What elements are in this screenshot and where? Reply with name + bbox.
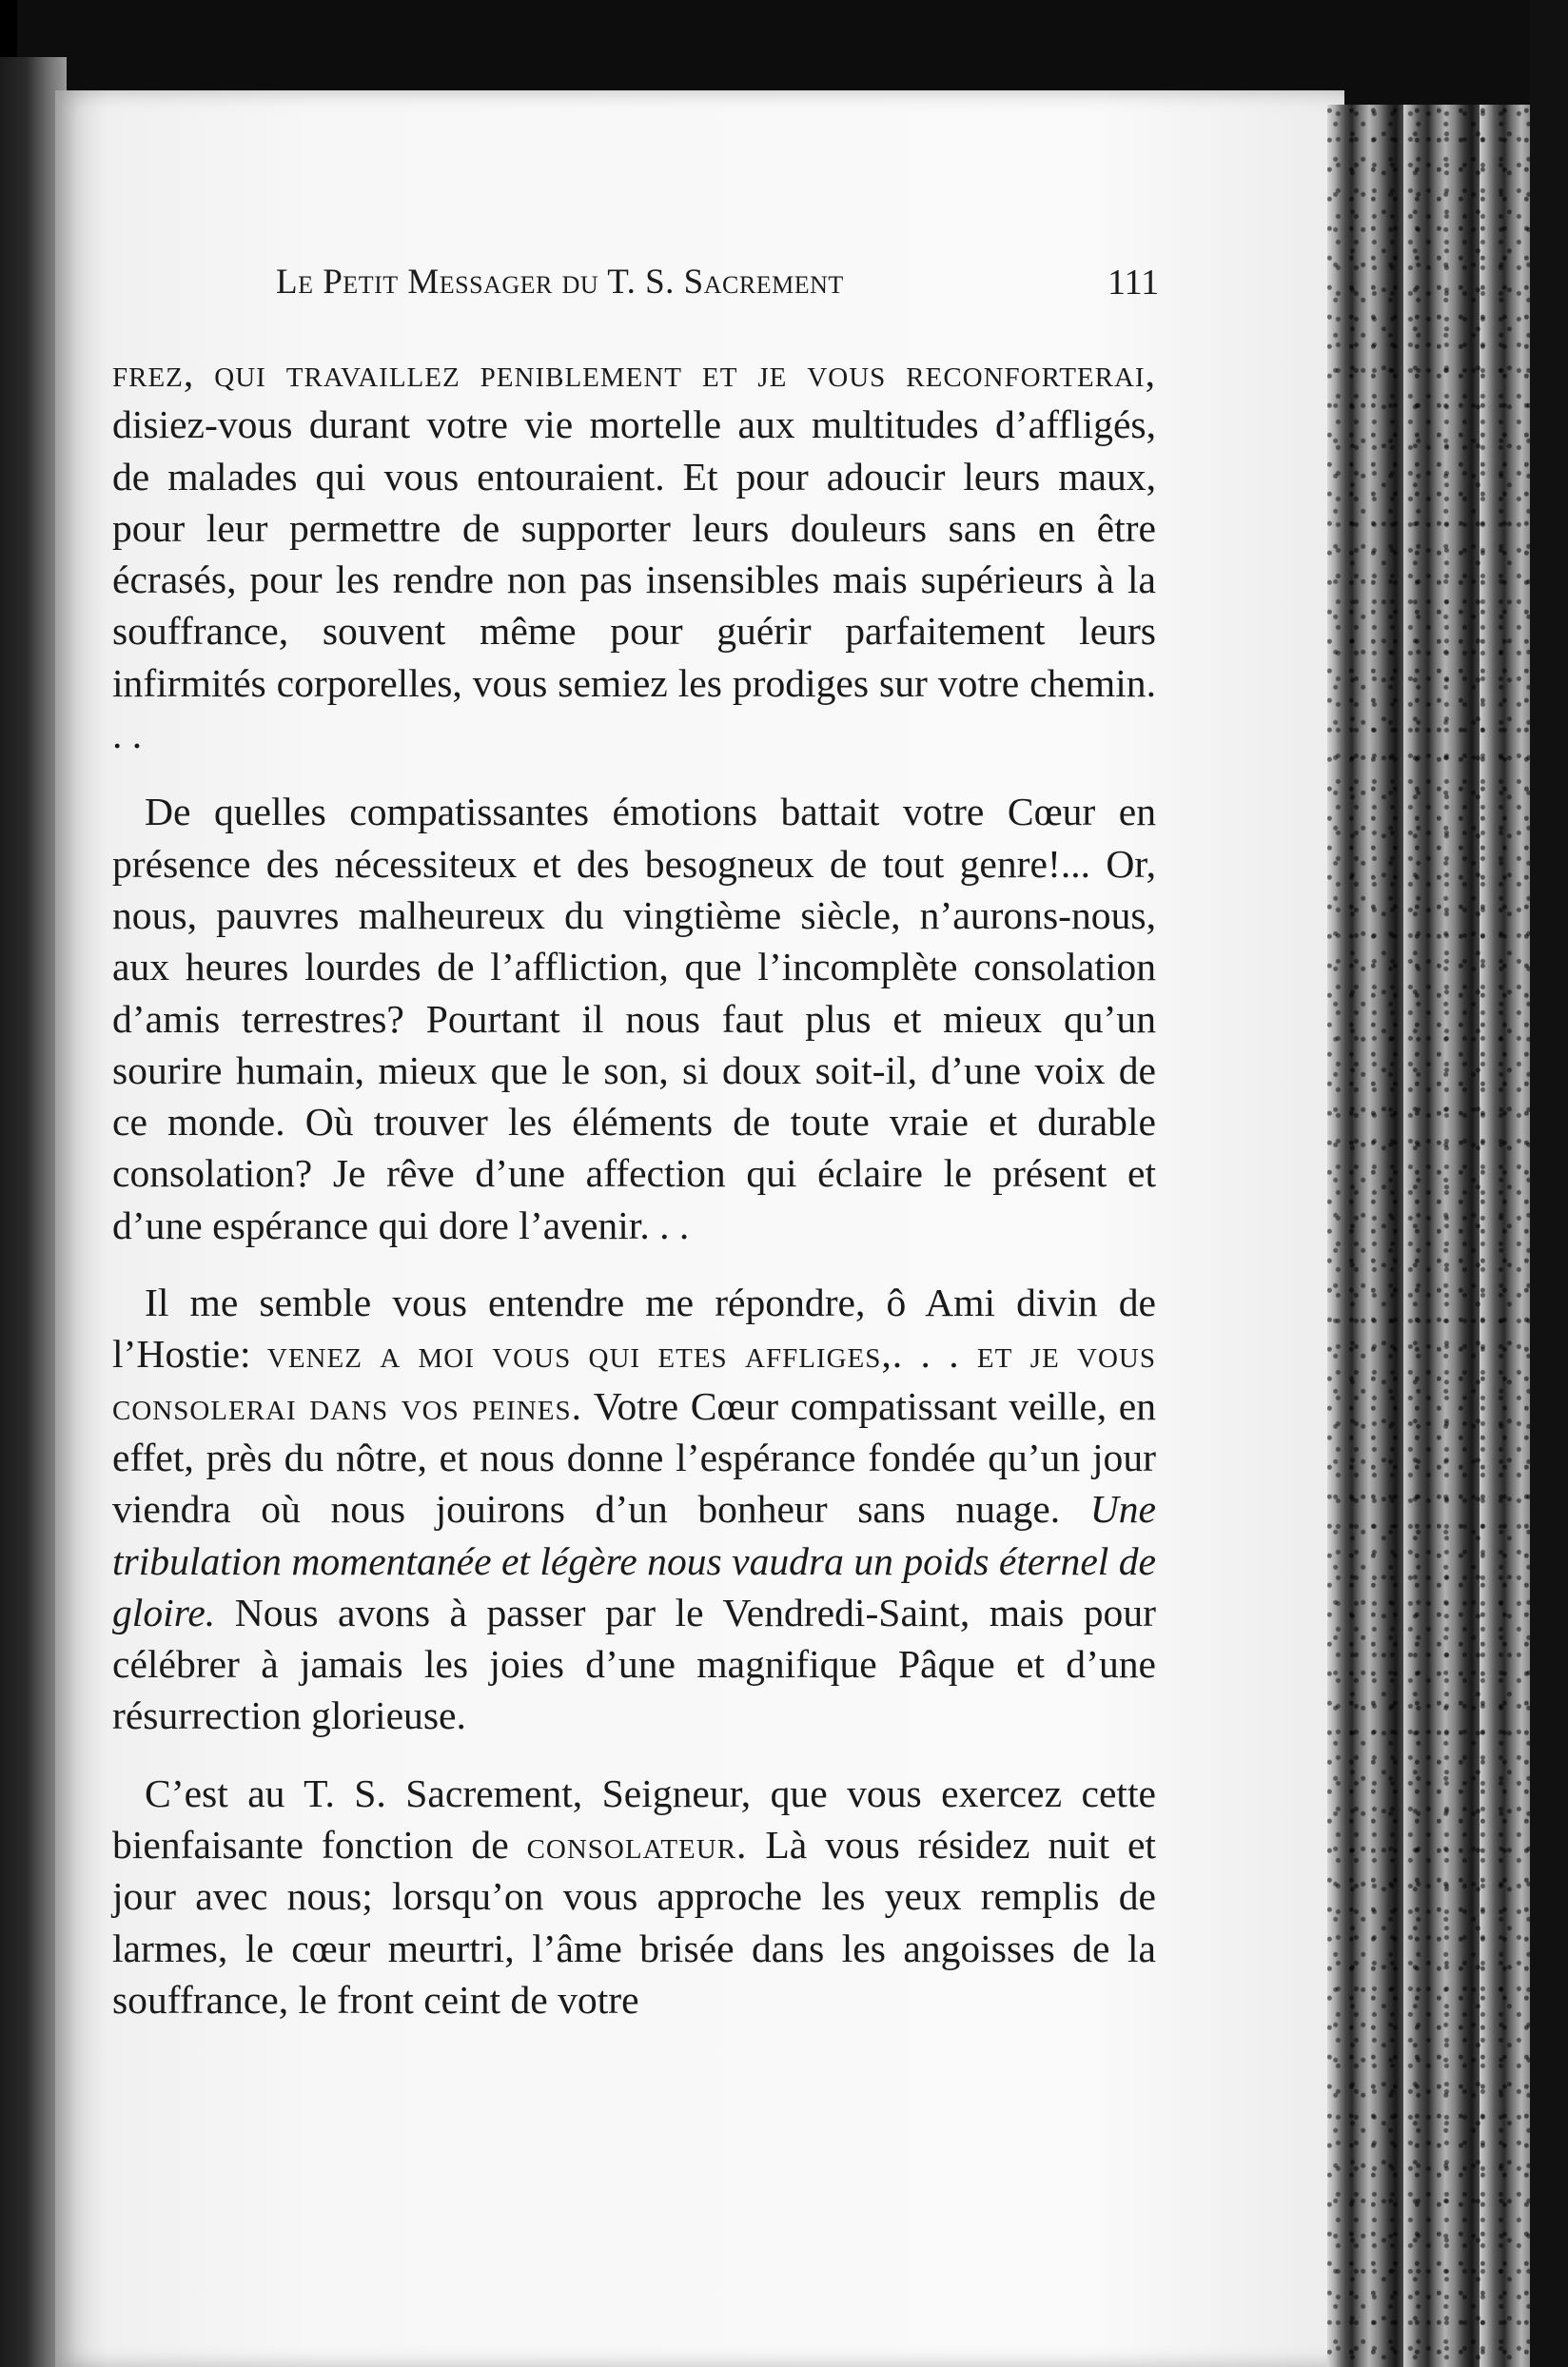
body-text xyxy=(112,347,1156,2025)
paragraph-text: disiez-vous durant votre vie mortelle aux multitudes d’affligés, de malades qui vous entouraient. Et pour adoucir leurs maux, pour leur permettre de supporter leurs douleurs sans en être écrasés, pour les rendre non pas insensibles mais supérieurs à la souffrance, souvent même pour guérir parfaitement leurs infirmités corporelles, vous semiez les prodiges sur votre chemin. . . xyxy=(112,402,1156,757)
paragraph-text: Nous avons à passer par le Vendredi-Saint, mais pour célébrer à jamais les joies d’une magnifique Pâque et d’une résurrection glorieuse. xyxy=(112,1590,1156,1738)
paragraph-4 xyxy=(112,1768,1156,2025)
paragraph-3 xyxy=(112,1277,1156,1742)
paragraph-1 xyxy=(112,347,1156,760)
paragraph-text: Il me semble vous entendre me répondre, ô Ami divin de l’Hostie: xyxy=(112,1281,1156,1377)
paragraph-text: Là vous résidez nuit et jour avec nous; lorsqu’on vous approche les yeux remplis de larmes, le cœur meurtri, l’âme brisée dans les angoisses de la souffrance, le front ceint de votre xyxy=(112,1823,1156,2022)
running-head: Le Petit Messager du T. S. Sacrement xyxy=(276,263,844,302)
paragraph-2 xyxy=(112,786,1156,1251)
page-number: 111 xyxy=(1107,263,1160,303)
paragraph-text: De quelles compatissantes émotions battait votre Cœur en présence des nécessiteux et des besogneux de tout genre!... Or, nous, pauvres malheureux du vingtième siècle, n’aurons-nous, aux heures lourdes de l’affliction, que l’incomplète consolation d’amis terrestres? Pourtant il nous faut plus et mieux qu’un sourire humain, mieux que le son, si doux soit-il, d’une voix de ce monde. Où trouver les éléments de toute vraie et durable consolation? Je rêve d’une affection qui éclaire le présent et d’une espérance qui dore l’avenir. . . xyxy=(112,790,1156,1247)
right-background xyxy=(1530,0,1568,2367)
paragraph-text: C’est au T. S. Sacrement, Seigneur, que vous exercez cette bienfaisante fonction de xyxy=(112,1770,1156,1868)
small-caps-word: consolateur. xyxy=(526,1823,748,1868)
small-caps-quote: venez a moi vous qui etes affliges,. . . et je vous consolerai dans vos peines. xyxy=(112,1332,1156,1428)
small-caps-lead: frez, qui travaillez peniblement et je vous reconforterai, xyxy=(112,351,1156,395)
paragraph-text: Votre Cœur compatissant veille, en effet, près du nôtre, et nous donne l’espérance fondée qu’un jour viendra où nous jouirons d’un bonheur sans nuage. xyxy=(112,1383,1156,1532)
italic-quote: Une tribulation momentanée et légère nous vaudra un poids éternel de gloire. xyxy=(112,1487,1157,1634)
